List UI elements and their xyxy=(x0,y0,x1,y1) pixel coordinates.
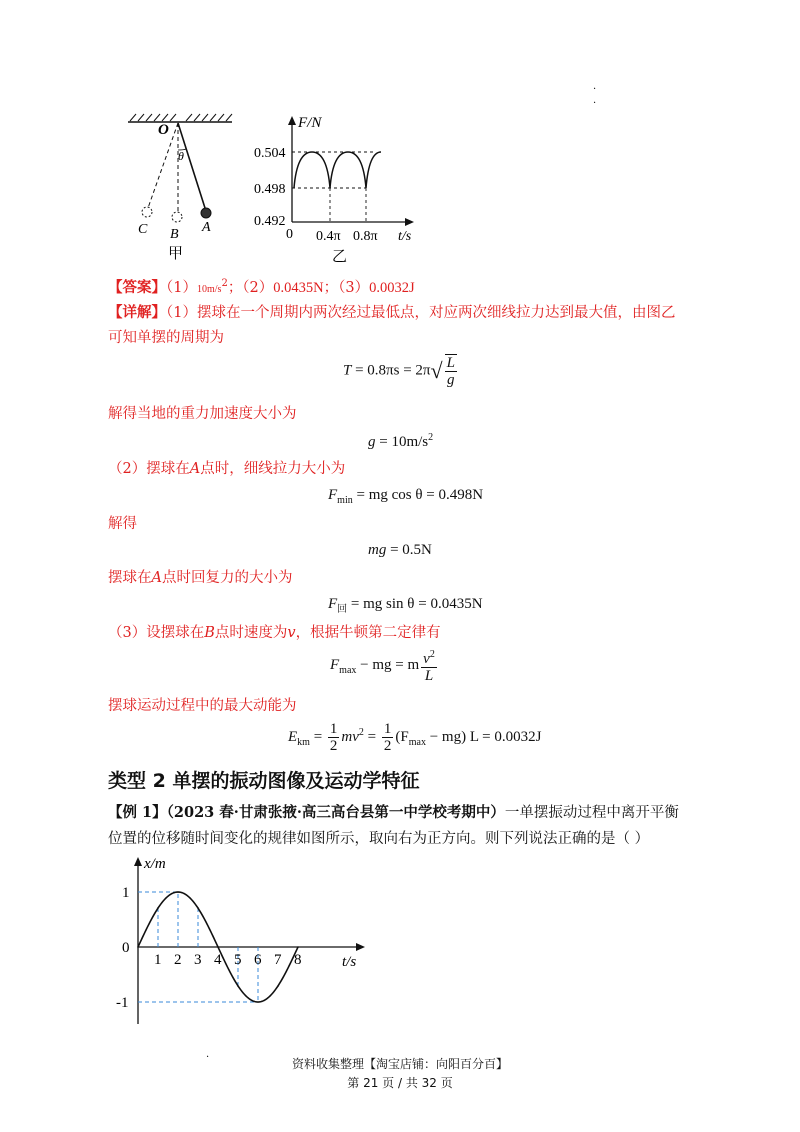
eq3-rhs: = mg cos θ = 0.498N xyxy=(352,487,484,503)
pendulum-figure xyxy=(120,112,250,262)
equation-kinetic xyxy=(288,721,541,754)
answer-line: 【答案】$(1)10m/s^2$；（2）0.0435N；（3）0.0032J xyxy=(108,278,415,296)
label-theta: θ xyxy=(178,149,184,163)
eq2-lhs: g xyxy=(368,434,376,450)
equation-mg xyxy=(368,542,432,559)
eq7-half1-den: 2 xyxy=(329,738,338,754)
l4-post: 点时，细线拉力大小为 xyxy=(200,461,346,477)
eq1-den: g xyxy=(447,372,455,388)
data-point xyxy=(217,946,219,948)
eq7-sq: 2 xyxy=(358,726,364,738)
data-point xyxy=(237,985,239,987)
ball-c xyxy=(142,207,152,217)
example-source: （2023 春·甘肃张掖·高三高台县第一中学校考期中） xyxy=(166,804,505,821)
eq4-rhs: = 0.5N xyxy=(386,542,432,558)
eq7-d: (F xyxy=(395,728,409,745)
caption-jia: 甲 xyxy=(168,246,184,262)
x-tick-label: 1 xyxy=(154,952,162,968)
explanation-text1: （1）摆球在一个周期内两次经过最低点，对应两次细线拉力达到最大值，由图乙 xyxy=(166,305,676,321)
l4-var: A xyxy=(189,461,201,477)
caption-yi: 乙 xyxy=(332,249,348,265)
t-axis-label: t/s xyxy=(398,229,412,244)
eq3-sub: min xyxy=(337,495,353,506)
label-c: C xyxy=(138,222,148,237)
eq6-sub: max xyxy=(339,664,357,676)
eq3-lhs: F xyxy=(328,487,338,503)
equation-fmin xyxy=(328,487,483,506)
y-tick-0492: 0.492 xyxy=(254,214,286,229)
x-tick-label: 4 xyxy=(214,952,222,968)
eq6-num: v xyxy=(423,651,430,667)
explanation-line1 xyxy=(108,303,675,323)
x-tick-label: 5 xyxy=(234,952,242,968)
l6-var: A xyxy=(151,570,162,586)
eq7-half2-num: 1 xyxy=(383,721,392,737)
eq6-mid: − mg = m xyxy=(356,656,420,673)
eq4-lhs: mg xyxy=(368,542,387,558)
eq7-e: max xyxy=(408,736,426,748)
answer-p1: （1） xyxy=(166,279,197,296)
eq6-sq: 2 xyxy=(429,649,435,660)
l6-pre: 摆球在 xyxy=(108,570,152,586)
displacement-chart xyxy=(110,852,380,1032)
eq7-half1-num: 1 xyxy=(329,721,338,737)
eq7-f: − mg) L = 0.0032J xyxy=(425,728,542,745)
force-graph xyxy=(250,112,420,267)
data-point xyxy=(257,1001,259,1003)
data-point xyxy=(297,946,299,948)
header-dot-2: · xyxy=(593,98,597,109)
explanation-line7 xyxy=(108,623,441,643)
eq7-sub: km xyxy=(297,736,310,748)
x-tick-label: 7 xyxy=(274,952,282,968)
explanation-tag: 【详解】 xyxy=(108,304,166,321)
eq2-rhs: = 10m/s xyxy=(375,434,429,450)
example-line1-post: 一单摆振动过程中离开平衡 xyxy=(504,805,679,821)
answer-sep2: ；（3） xyxy=(323,279,370,296)
l7-mid: 点时速度为 xyxy=(214,625,288,641)
eq6-den: L xyxy=(424,668,434,684)
label-b: B xyxy=(170,227,179,242)
answer-tag: 【答案】 xyxy=(108,278,166,296)
y-axis-label: x/m xyxy=(144,856,166,872)
origin-label: 0 xyxy=(286,227,293,242)
answer-sep1: ；（2） xyxy=(227,279,274,296)
y-tick-label: -1 xyxy=(116,995,129,1011)
example-tag: 【例 1】 xyxy=(108,804,167,821)
x-axis-arrow xyxy=(356,943,365,951)
l7-pre: （3）设摆球在 xyxy=(108,625,205,641)
eq6-lhs: F xyxy=(330,656,340,673)
footer-line1: 资料收集整理【淘宝店铺：向阳百分百】 xyxy=(291,1057,508,1071)
x-tick-label: 8 xyxy=(294,952,302,968)
answer-v3: 0.0032J xyxy=(369,279,415,296)
f-axis-label: F/N xyxy=(298,115,322,131)
explanation-line5: 解得 xyxy=(108,516,137,532)
eq2-sq: 2 xyxy=(428,432,434,443)
eq5-rhs: = mg sin θ = 0.0435N xyxy=(347,596,483,612)
data-point xyxy=(137,946,139,948)
equation-restoring xyxy=(328,596,483,615)
explanation-line8: 摆球运动过程中的最大动能为 xyxy=(108,698,297,714)
l7-var: B xyxy=(204,625,215,641)
eq5-sub: 回 xyxy=(337,604,348,615)
eq7-c: = xyxy=(363,728,380,745)
label-a: A xyxy=(202,220,211,235)
explanation-line3: 解得当地的重力加速度大小为 xyxy=(108,406,297,422)
data-point xyxy=(197,907,199,909)
eq5-lhs: F xyxy=(328,596,338,612)
eq1-num: L xyxy=(446,355,455,371)
l7-v: v xyxy=(287,625,296,641)
footer-dot: · xyxy=(206,1052,210,1063)
y-tick-0498: 0.498 xyxy=(254,182,286,197)
y-tick-label: 1 xyxy=(122,885,130,901)
data-point xyxy=(157,907,159,909)
example-line1 xyxy=(108,803,679,823)
eq7-a: = xyxy=(309,728,326,745)
y-tick-label: 0 xyxy=(122,940,130,956)
l6-post: 点时回复力的大小为 xyxy=(161,570,293,586)
ball-b xyxy=(172,212,182,222)
ball-a xyxy=(201,208,211,218)
eq7-half2-den: 2 xyxy=(383,738,392,754)
answer-v1: 10m/s xyxy=(196,283,222,295)
data-point xyxy=(177,891,179,893)
y-axis-arrow xyxy=(134,857,142,866)
y-tick-0504: 0.504 xyxy=(254,146,286,161)
equation-newton xyxy=(330,647,439,684)
explanation-line6 xyxy=(108,568,292,588)
l4-pre: （2）摆球在 xyxy=(108,461,190,477)
x-tick-label: 2 xyxy=(174,952,182,968)
example-line2: 位置的位移随时间变化的规律如图所示，取向右为正方向。则下列说法正确的是（ ） xyxy=(108,831,650,847)
x-tick-04pi: 0.4π xyxy=(316,229,341,244)
explanation-line4 xyxy=(108,459,345,479)
eq1-lhs: T xyxy=(343,362,352,379)
x-axis-label: t/s xyxy=(342,954,357,970)
explanation-line2: 可知单摆的周期为 xyxy=(108,330,224,346)
l7-post: ，根据牛顿第二定律有 xyxy=(295,625,441,641)
equation-period: T = 0.8πs = 2π√ $\frac{L}{g}$ xyxy=(343,355,455,388)
eq1-mid: = 0.8πs = 2π xyxy=(351,362,431,379)
label-o: O xyxy=(158,122,169,138)
x-tick-label: 3 xyxy=(194,952,202,968)
x-tick-08pi: 0.8π xyxy=(353,229,378,244)
x-tick-label: 6 xyxy=(254,952,262,968)
section-title: 类型 2 单摆的振动图像及运动学特征 xyxy=(108,770,420,792)
equation-gravity xyxy=(368,432,433,451)
answer-v2: 0.0435N xyxy=(273,279,324,296)
header-dot-1: · xyxy=(593,84,597,95)
eq7-b: mv xyxy=(341,728,359,745)
footer-line2: 第 21 页 / 共 32 页 xyxy=(347,1076,453,1090)
data-point xyxy=(277,985,279,987)
eq7-lhs: E xyxy=(288,728,298,745)
